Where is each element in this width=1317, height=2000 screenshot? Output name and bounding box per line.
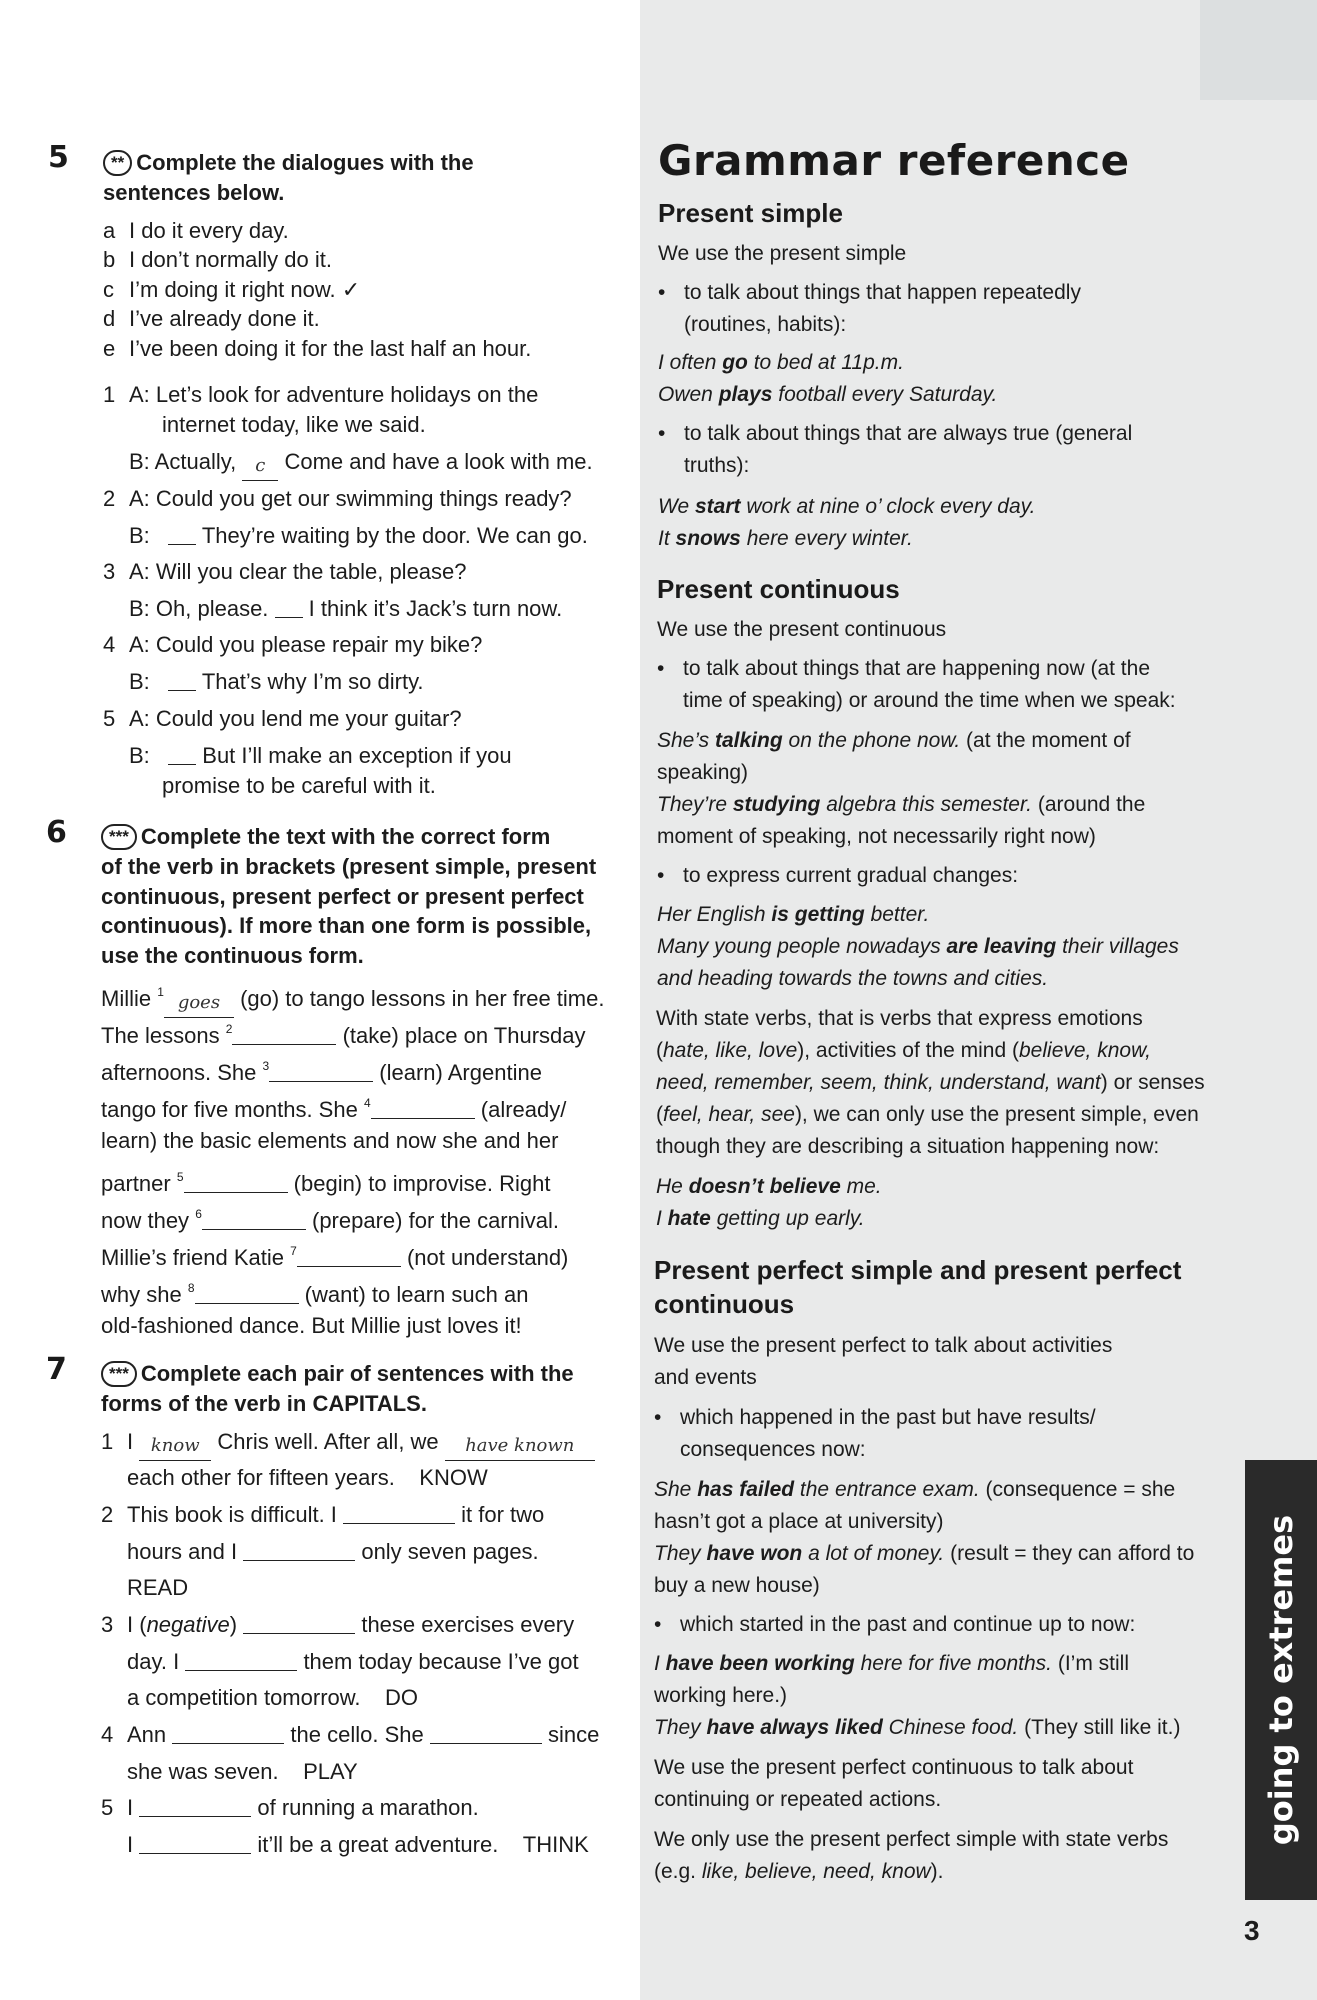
answer-field[interactable] bbox=[243, 1560, 355, 1561]
exercise-5-instruction-2: sentences below. bbox=[103, 180, 285, 205]
pc-example-4: Many young people nowadays are leaving their villages bbox=[657, 935, 1179, 958]
pps-line-1: We only use the present perfect simple with state verbs bbox=[654, 1828, 1169, 1851]
difficulty-badge: *** bbox=[101, 824, 137, 850]
page-number: 3 bbox=[1244, 1915, 1260, 1946]
pp-example-3: I have been working here for five months. (I’m still bbox=[654, 1652, 1129, 1675]
answer-field[interactable] bbox=[371, 1118, 475, 1119]
exercise-6-instruction-4: continuous). If more than one form is possible, bbox=[101, 913, 592, 938]
pp-example-2-cont: buy a new house) bbox=[654, 1574, 820, 1597]
dialogue-5-b: B: But I’ll make an exception if you bbox=[129, 743, 512, 768]
text-line-3: afternoons. She $^3$ (learn) Argentine bbox=[101, 1059, 542, 1085]
ps-bullet-2: • to talk about things that are always true (general bbox=[658, 422, 1133, 445]
sentence-1-cont: each other for fifteen years. KNOW bbox=[127, 1465, 488, 1490]
state-verbs-line-5: though they are describing a situation happening now: bbox=[656, 1135, 1160, 1158]
sentence-4-cont: she was seven. PLAY bbox=[127, 1759, 358, 1784]
exercise-6-number: 6 bbox=[46, 815, 67, 850]
answer-field[interactable] bbox=[168, 544, 196, 545]
pc-example-1: She’s talking on the phone now. (at the moment of bbox=[657, 729, 1131, 752]
ps-example-1: I often go to bed at 11p.m. bbox=[658, 351, 904, 374]
dialogue-1-a-cont: internet today, like we said. bbox=[162, 412, 426, 437]
pp-intro: We use the present perfect to talk about activities bbox=[654, 1334, 1113, 1357]
sentence-5-cont: I it’ll be a great adventure. THINK bbox=[127, 1832, 589, 1857]
text-line-6: partner $^5$ (begin) to improvise. Right bbox=[101, 1170, 551, 1196]
pp-intro-cont: and events bbox=[654, 1366, 757, 1389]
dialogue-5-b-cont: promise to be careful with it. bbox=[162, 773, 436, 798]
sentence-2: 2 This book is difficult. I it for two bbox=[101, 1502, 545, 1527]
dialogue-5-a: 5 A: Could you lend me your guitar? bbox=[103, 706, 462, 731]
pp-example-2: They have won a lot of money. (result = they can afford to bbox=[654, 1542, 1195, 1565]
pp-bullet-1-cont: consequences now: bbox=[680, 1438, 866, 1461]
pp-example-1: She has failed the entrance exam. (consequence = she bbox=[654, 1478, 1176, 1501]
text-line-2: The lessons $^2$ (take) place on Thursday bbox=[101, 1022, 586, 1048]
option-d: d I’ve already done it. bbox=[103, 306, 320, 331]
text-line-9: why she $^8$ (want) to learn such an bbox=[101, 1281, 529, 1307]
answer-field[interactable] bbox=[343, 1523, 455, 1524]
answer-field[interactable] bbox=[297, 1266, 401, 1267]
ps-intro: We use the present simple bbox=[658, 242, 907, 265]
text-line-8: Millie’s friend Katie $^7$ (not understand) bbox=[101, 1244, 569, 1270]
answer-field[interactable] bbox=[275, 617, 303, 618]
sentence-1: 1 I know Chris well. After all, we have known bbox=[101, 1427, 595, 1461]
answer-field[interactable] bbox=[195, 1303, 299, 1304]
pc-intro: We use the present continuous bbox=[657, 618, 947, 641]
answer-field[interactable] bbox=[185, 1670, 297, 1671]
pc-example-2-cont: moment of speaking, not necessarily right now) bbox=[657, 825, 1096, 848]
sentence-4: 4 Ann the cello. She since bbox=[101, 1722, 600, 1747]
answer-field[interactable] bbox=[184, 1192, 288, 1193]
pc-bullet-1-cont: time of speaking) or around the time when we speak: bbox=[683, 689, 1176, 712]
pc-example-2: They’re studying algebra this semester. (around the bbox=[657, 793, 1146, 816]
answer-field[interactable] bbox=[232, 1044, 336, 1045]
state-example-1: He doesn’t believe me. bbox=[656, 1175, 882, 1198]
exercise-6-instruction-1: *** Complete the text with the correct form bbox=[101, 822, 550, 851]
ps-bullet-1-cont: (routines, habits): bbox=[684, 313, 847, 336]
answer-field[interactable] bbox=[168, 690, 196, 691]
answer-field[interactable] bbox=[202, 1229, 306, 1230]
ps-example-2: Owen plays football every Saturday. bbox=[658, 383, 998, 406]
answer-field[interactable]: c bbox=[242, 451, 278, 481]
sentence-5: 5 I of running a marathon. bbox=[101, 1795, 479, 1820]
answer-field[interactable]: have known bbox=[445, 1431, 595, 1461]
ps-bullet-2-cont: truths): bbox=[684, 454, 750, 477]
answer-field[interactable] bbox=[168, 764, 196, 765]
dialogue-4-a: 4 A: Could you please repair my bike? bbox=[103, 632, 483, 657]
state-example-2: I hate getting up early. bbox=[656, 1207, 865, 1230]
ppc-line-1: We use the present perfect continuous to talk about bbox=[654, 1756, 1134, 1779]
answer-field[interactable] bbox=[139, 1816, 251, 1817]
sentence-2-verb: READ bbox=[127, 1575, 189, 1600]
answer-field[interactable] bbox=[430, 1743, 542, 1744]
present-perfect-heading-cont: continuous bbox=[654, 1289, 795, 1319]
present-simple-heading: Present simple bbox=[658, 198, 843, 228]
dialogue-2-b: B: They’re waiting by the door. We can go. bbox=[129, 523, 588, 548]
exercise-5-instruction-1: ** Complete the dialogues with the bbox=[103, 148, 474, 177]
pp-bullet-2: • which started in the past and continue up to now: bbox=[654, 1613, 1136, 1636]
state-verbs-line-1: With state verbs, that is verbs that express emotions bbox=[656, 1007, 1143, 1030]
dialogue-4-b: B: That’s why I’m so dirty. bbox=[129, 669, 424, 694]
pps-line-2: (e.g. like, believe, need, know). bbox=[654, 1860, 944, 1883]
exercise-7-instruction-2: forms of the verb in CAPITALS. bbox=[101, 1391, 427, 1416]
exercise-6-instruction-3: continuous, present perfect or present perfect bbox=[101, 884, 584, 909]
option-c: c I’m doing it right now. ✓ bbox=[103, 277, 361, 302]
sentence-3-cont: day. I them today because I’ve got bbox=[127, 1649, 579, 1674]
dialogue-2-a: 2 A: Could you get our swimming things ready? bbox=[103, 486, 572, 511]
difficulty-badge: ** bbox=[103, 150, 132, 176]
pp-example-4: They have always liked Chinese food. (They still like it.) bbox=[654, 1716, 1181, 1739]
exercise-7-number: 7 bbox=[46, 1352, 67, 1387]
unit-title: going to extremes bbox=[1262, 1514, 1300, 1846]
answer-field[interactable]: goes bbox=[164, 988, 234, 1018]
option-b: b I don’t normally do it. bbox=[103, 247, 332, 272]
state-verbs-line-2: (hate, like, love), activities of the mind (believe, know, bbox=[656, 1039, 1151, 1062]
dialogue-3-a: 3 A: Will you clear the table, please? bbox=[103, 559, 467, 584]
pc-example-3: Her English is getting better. bbox=[657, 903, 930, 926]
pp-example-1-cont: hasn’t got a place at university) bbox=[654, 1510, 944, 1533]
option-a: a I do it every day. bbox=[103, 218, 289, 243]
option-e: e I’ve been doing it for the last half an hour. bbox=[103, 336, 532, 361]
pc-example-4-cont: and heading towards the towns and cities. bbox=[657, 967, 1049, 990]
sentence-3: 3 I (negative) these exercises every bbox=[101, 1612, 575, 1637]
grammar-title: Grammar reference bbox=[658, 136, 1130, 185]
present-continuous-heading: Present continuous bbox=[657, 574, 900, 604]
dialogue-1-b: B: Actually, c Come and have a look with me. bbox=[129, 447, 593, 481]
pc-bullet-2: • to express current gradual changes: bbox=[657, 864, 1019, 887]
pc-example-1-cont: speaking) bbox=[657, 761, 749, 784]
exercise-6-instruction-5: use the continuous form. bbox=[101, 943, 364, 968]
exercise-6-instruction-2: of the verb in brackets (present simple, present bbox=[101, 854, 597, 879]
answer-field[interactable] bbox=[139, 1853, 251, 1854]
pp-bullet-1: • which happened in the past but have results/ bbox=[654, 1406, 1096, 1429]
pc-bullet-1: • to talk about things that are happening now (at the bbox=[657, 657, 1150, 680]
answer-field[interactable]: know bbox=[139, 1431, 211, 1461]
ps-bullet-1: • to talk about things that happen repeatedly bbox=[658, 281, 1081, 304]
state-verbs-line-3: need, remember, seem, think, understand, want) or senses bbox=[656, 1071, 1205, 1094]
answer-field[interactable] bbox=[243, 1633, 355, 1634]
corner-block bbox=[1200, 0, 1317, 100]
text-line-4: tango for five months. She $^4$ (already/ bbox=[101, 1096, 567, 1122]
dialogue-3-b: B: Oh, please. I think it’s Jack’s turn now. bbox=[129, 596, 563, 621]
exercise-5-number: 5 bbox=[48, 140, 69, 175]
pp-example-3-cont: working here.) bbox=[654, 1684, 788, 1707]
text-line-5: learn) the basic elements and now she and her bbox=[101, 1128, 559, 1153]
state-verbs-line-4: (feel, hear, see), we can only use the present simple, even bbox=[656, 1103, 1199, 1126]
ppc-line-2: continuing or repeated actions. bbox=[654, 1788, 942, 1811]
dialogue-1-a: 1 A: Let’s look for adventure holidays on the bbox=[103, 382, 539, 407]
text-line-10: old-fashioned dance. But Millie just loves it! bbox=[101, 1313, 522, 1338]
answer-field[interactable] bbox=[269, 1081, 373, 1082]
ps-example-3: We start work at nine o’ clock every day. bbox=[658, 495, 1036, 518]
ps-example-4: It snows here every winter. bbox=[658, 527, 913, 550]
difficulty-badge: *** bbox=[101, 1361, 137, 1387]
exercise-7-instruction-1: *** Complete each pair of sentences with the bbox=[101, 1359, 574, 1388]
answer-field[interactable] bbox=[172, 1743, 284, 1744]
sentence-3-cont-2: a competition tomorrow. DO bbox=[127, 1685, 418, 1710]
present-perfect-heading: Present perfect simple and present perfect bbox=[654, 1255, 1182, 1285]
text-line-7: now they $^6$ (prepare) for the carnival. bbox=[101, 1207, 559, 1233]
text-line-1: Millie $^1$ goes (go) to tango lessons in her free time. bbox=[101, 978, 604, 1018]
sentence-2-cont: hours and I only seven pages. bbox=[127, 1539, 539, 1564]
